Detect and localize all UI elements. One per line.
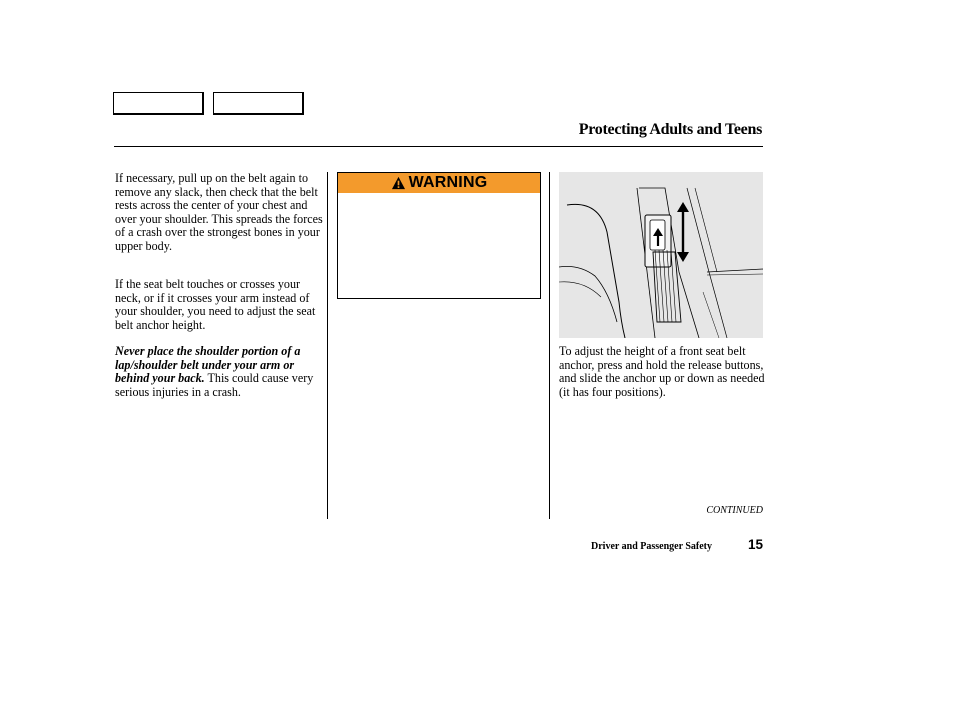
column-divider [327, 172, 328, 519]
body-paragraph: If necessary, pull up on the belt again to remove any slack, then check that the belt rests across the center of your chest and over your shoulder. This spreads the forces of a crash over the strongest bones in your upper body. [115, 171, 323, 253]
warning-header [338, 173, 540, 193]
emphasis-text: Never place the shoulder portion of a lap/shoulder belt under your arm or behind your back. [115, 344, 301, 385]
seat-belt-anchor-drawing [559, 172, 763, 338]
figure-caption: To adjust the height of a front seat belt anchor, press and hold the release buttons, and slide the anchor up or down as needed (it has four positions). [559, 344, 765, 399]
seat-belt-anchor-illustration [559, 172, 763, 338]
footer-section-title: Driver and Passenger Safety [591, 541, 713, 552]
body-paragraph: If the seat belt touches or crosses your neck, or if it crosses your arm instead of your shoulder, you need to adjust the seat belt anchor height. [115, 277, 316, 332]
nav-next-button[interactable] [213, 92, 304, 115]
page-title: Protecting Adults and Teens [578, 121, 762, 138]
warning-label: WARNING [408, 174, 488, 191]
continued-label: CONTINUED [706, 505, 763, 516]
warning-triangle-icon [391, 176, 406, 190]
title-rule [114, 146, 763, 147]
column-divider [549, 172, 550, 519]
paragraph-text: This could cause very serious injuries in a crash. [115, 371, 314, 399]
page-number: 15 [748, 537, 764, 552]
nav-previous-button[interactable] [113, 92, 204, 115]
body-paragraph-warning [115, 345, 325, 399]
warning-box [337, 172, 541, 299]
